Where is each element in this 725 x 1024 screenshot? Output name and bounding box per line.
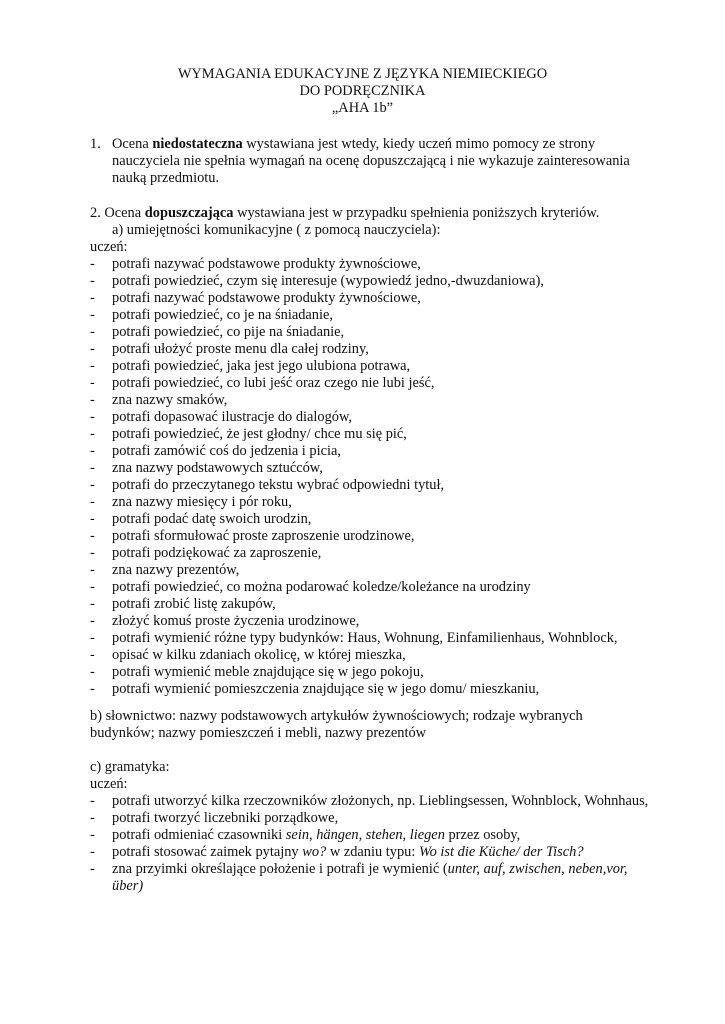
dash-marker: - bbox=[90, 290, 95, 306]
dash-marker: - bbox=[90, 596, 95, 612]
list-item bbox=[90, 460, 670, 477]
dash-marker: - bbox=[90, 793, 95, 809]
skill-item-text: potrafi sformułować proste zaproszenie urodzinowe, bbox=[112, 528, 415, 544]
list-item bbox=[90, 630, 670, 647]
dash-marker: - bbox=[90, 341, 95, 357]
dash-marker: - bbox=[90, 545, 95, 561]
list-item bbox=[90, 256, 670, 273]
skill-item-text: potrafi powiedzieć, czym się interesuje (wypowiedź jedno,-dwuzdaniowa), bbox=[112, 273, 544, 289]
section-2-student-label: uczeń: bbox=[90, 239, 128, 255]
list-item bbox=[90, 793, 650, 810]
dash-marker: - bbox=[90, 324, 95, 340]
skill-item-text: potrafi powiedzieć, co lubi jeść oraz czego nie lubi jeść, bbox=[112, 375, 435, 391]
list-item bbox=[90, 596, 670, 613]
skill-item-text: potrafi powiedzieć, co je na śniadanie, bbox=[112, 307, 333, 323]
skill-item-text: zna nazwy podstawowych sztućców, bbox=[112, 460, 323, 476]
skills-list bbox=[90, 256, 670, 698]
list-item bbox=[90, 827, 650, 844]
list-item bbox=[90, 477, 670, 494]
skill-item-text: zna nazwy smaków, bbox=[112, 392, 228, 408]
section-1-post: wystawiana jest wtedy, kiedy uczeń mimo pomocy ze strony nauczyciela nie spełnia wymagań na ocenę dopuszczającą i nie wykazuje zainteresowania nauką przedmiotu. bbox=[112, 136, 630, 186]
title-line-3: „AHA 1b” bbox=[331, 100, 394, 116]
verb-examples: sein, hängen, stehen, liegen bbox=[285, 827, 445, 843]
skill-item-text: opisać w kilku zdaniach okolicę, w której mieszka, bbox=[112, 647, 406, 663]
section-2a-heading: a) umiejętności komunikacyjne ( z pomocą nauczyciela): bbox=[112, 222, 441, 238]
preposition-examples: unter, auf, zwischen, neben,vor, über) bbox=[112, 861, 628, 894]
list-item bbox=[90, 426, 670, 443]
list-item bbox=[90, 392, 670, 409]
grammar-item-text: w zdaniu typu: bbox=[326, 844, 419, 860]
section-1-pre: Ocena bbox=[112, 136, 153, 152]
dash-marker: - bbox=[90, 358, 95, 374]
grammar-list bbox=[90, 793, 650, 895]
skill-item-text: potrafi nazywać podstawowe produkty żywnościowe, bbox=[112, 256, 421, 272]
skill-item-text: potrafi powiedzieć, co pije na śniadanie, bbox=[112, 324, 345, 340]
document-title bbox=[0, 66, 725, 117]
dash-marker: - bbox=[90, 460, 95, 476]
skill-item-text: potrafi zrobić listę zakupów, bbox=[112, 596, 276, 612]
skill-item-text: potrafi podać datę swoich urodzin, bbox=[112, 511, 312, 527]
section-2-heading bbox=[90, 205, 670, 222]
section-2 bbox=[90, 205, 670, 698]
section-c bbox=[90, 759, 650, 895]
dash-marker: - bbox=[90, 307, 95, 323]
dash-marker: - bbox=[90, 664, 95, 680]
skill-item-text: potrafi wymienić pomieszczenia znajdujące się w jego domu/ mieszkaniu, bbox=[112, 681, 540, 697]
list-item bbox=[90, 290, 670, 307]
list-item bbox=[90, 613, 670, 630]
list-item bbox=[90, 341, 670, 358]
dash-marker: - bbox=[90, 256, 95, 272]
dash-marker: - bbox=[90, 810, 95, 826]
pronoun-example: wo? bbox=[302, 844, 327, 860]
dash-marker: - bbox=[90, 375, 95, 391]
skill-item-text: potrafi powiedzieć, jaka jest jego ulubiona potrawa, bbox=[112, 358, 411, 374]
grammar-item-text: zna przyimki określające położenie i potrafi je wymienić ( bbox=[112, 861, 448, 877]
list-item bbox=[90, 273, 670, 290]
list-item bbox=[90, 664, 670, 681]
grammar-item-text: potrafi tworzyć liczebniki porządkowe, bbox=[112, 810, 339, 826]
grammar-item-text: potrafi utworzyć kilka rzeczowników złożonych, np. Lieblingsessen, Wohnblock, Wohnhaus, bbox=[112, 793, 649, 809]
section-c-heading: c) gramatyka: bbox=[90, 759, 170, 775]
skill-item-text: potrafi do przeczytanego tekstu wybrać odpowiedni tytuł, bbox=[112, 477, 445, 493]
list-item bbox=[90, 579, 670, 596]
dash-marker: - bbox=[90, 273, 95, 289]
dash-marker: - bbox=[90, 827, 95, 843]
dash-marker: - bbox=[90, 511, 95, 527]
skill-item-text: zna nazwy miesięcy i pór roku, bbox=[112, 494, 292, 510]
dash-marker: - bbox=[90, 409, 95, 425]
dash-marker: - bbox=[90, 494, 95, 510]
skill-item-text: potrafi powiedzieć, że jest głodny/ chce mu się pić, bbox=[112, 426, 407, 442]
grammar-item-text: potrafi stosować zaimek pytajny bbox=[112, 844, 303, 860]
grammar-item-text: przez osoby, bbox=[444, 827, 521, 843]
skill-item-text: potrafi wymienić meble znajdujące się w jego pokoju, bbox=[112, 664, 424, 680]
list-item bbox=[90, 562, 670, 579]
dash-marker: - bbox=[90, 630, 95, 646]
dash-marker: - bbox=[90, 443, 95, 459]
dash-marker: - bbox=[90, 647, 95, 663]
list-item bbox=[90, 681, 670, 698]
list-item bbox=[90, 511, 670, 528]
grammar-item-text: potrafi odmieniać czasowniki bbox=[112, 827, 286, 843]
dash-marker: - bbox=[90, 861, 95, 877]
skill-item-text: potrafi zamówić coś do jedzenia i picia, bbox=[112, 443, 341, 459]
title-line-2: DO PODRĘCZNIKA bbox=[299, 83, 426, 99]
list-item bbox=[90, 307, 670, 324]
list-item bbox=[90, 494, 670, 511]
list-item bbox=[90, 324, 670, 341]
dash-marker: - bbox=[90, 477, 95, 493]
list-item bbox=[90, 443, 670, 460]
list-item bbox=[90, 810, 650, 827]
skill-item-text: potrafi wymienić różne typy budynków: Haus, Wohnung, Einfamilienhaus, Wohnblock, bbox=[112, 630, 618, 646]
list-item bbox=[90, 545, 670, 562]
section-b: b) słownictwo: nazwy podstawowych artykułów żywnościowych; rodzaje wybranych budynków; nazwy pomieszczeń i mebli, nazwy prezentów bbox=[90, 708, 583, 741]
list-item bbox=[90, 861, 650, 895]
list-item bbox=[90, 409, 670, 426]
dash-marker: - bbox=[90, 681, 95, 697]
list-item bbox=[90, 375, 670, 392]
skill-item-text: potrafi powiedzieć, co można podarować koledze/koleżance na urodziny bbox=[112, 579, 531, 595]
skill-item-text: potrafi ułożyć proste menu dla całej rodziny, bbox=[112, 341, 369, 357]
dash-marker: - bbox=[90, 426, 95, 442]
title-line-1: WYMAGANIA EDUKACYJNE Z JĘZYKA NIEMIECKIEGO bbox=[177, 66, 548, 82]
section-1 bbox=[90, 136, 650, 187]
list-item bbox=[90, 528, 670, 545]
skill-item-text: potrafi dopasować ilustracje do dialogów, bbox=[112, 409, 353, 425]
section-c-student-label: uczeń: bbox=[90, 776, 128, 792]
section-2-post: wystawiana jest w przypadku spełnienia poniższych kryteriów. bbox=[233, 205, 600, 221]
skill-item-text: potrafi nazywać podstawowe produkty żywnościowe, bbox=[112, 290, 421, 306]
section-2-pre: 2. Ocena bbox=[90, 205, 145, 221]
skill-item-text: złożyć komuś proste życzenia urodzinowe, bbox=[112, 613, 360, 629]
skill-item-text: zna nazwy prezentów, bbox=[112, 562, 240, 578]
section-2-grade: dopuszczająca bbox=[144, 205, 234, 221]
dash-marker: - bbox=[90, 613, 95, 629]
section-1-number: 1. bbox=[90, 136, 101, 152]
dash-marker: - bbox=[90, 528, 95, 544]
dash-marker: - bbox=[90, 579, 95, 595]
section-1-grade: niedostateczna bbox=[152, 136, 243, 152]
list-item bbox=[90, 844, 650, 861]
section-1-text bbox=[112, 136, 650, 187]
dash-marker: - bbox=[90, 392, 95, 408]
sentence-example: Wo ist die Küche/ der Tisch? bbox=[418, 844, 584, 860]
skill-item-text: potrafi podziękować za zaproszenie, bbox=[112, 545, 322, 561]
dash-marker: - bbox=[90, 844, 95, 860]
dash-marker: - bbox=[90, 562, 95, 578]
list-item bbox=[90, 647, 670, 664]
list-item bbox=[90, 358, 670, 375]
